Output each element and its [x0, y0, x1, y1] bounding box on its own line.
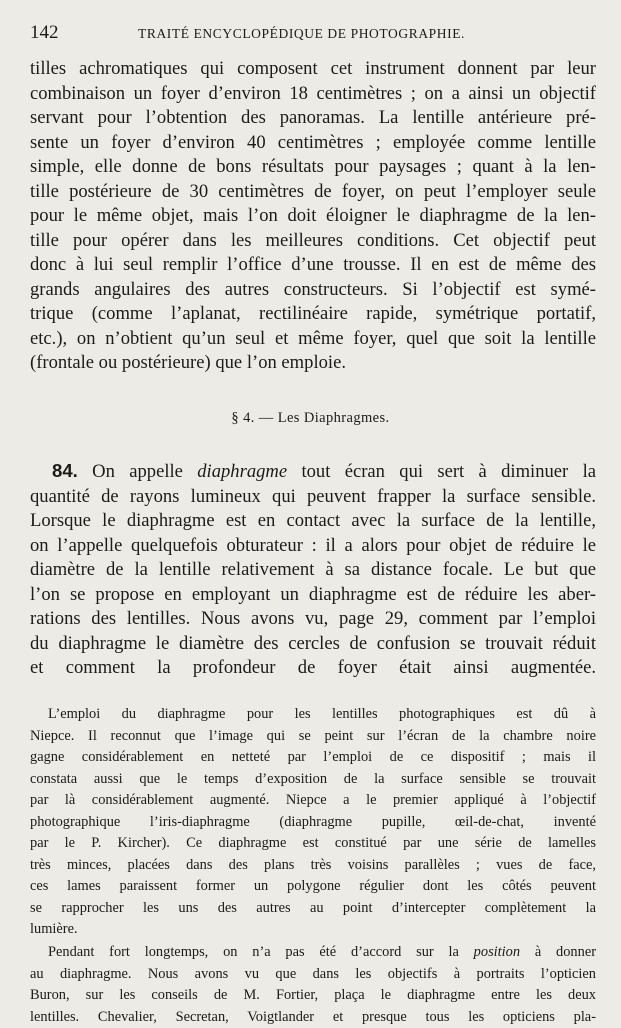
text-line: on l’appelle quelquefois obturateur : il a alors pour objet de réduire le [30, 534, 596, 559]
page-number: 142 [30, 22, 94, 44]
text-line: par le P. Kircher). Ce diaphragme est constitué par une série de lamelles [30, 833, 596, 855]
text-line: etc.), on n’obtient qu’un seul et même foyer, quel que soit la lentille [30, 327, 596, 352]
text-line: tille postérieure de 30 centimètres de foyer, on peut l’employer seule [30, 180, 596, 205]
text-line: (frontale ou postérieure) que l’on emploie. [30, 351, 596, 376]
section-heading: § 4. — Les Diaphragmes. [0, 410, 621, 427]
text-line: donc à lui seul remplir l’office d’une trousse. Il en est de même des [30, 253, 596, 278]
text-line: ces lames paraissent former un polygone régulier dont les côtés peuvent [30, 876, 596, 898]
text-line: Niepce. Il reconnut que l’image qui se peint sur l’écran de la chambre noire [30, 726, 596, 748]
text-line: au diaphragme. Nous avons vu que dans les objectifs à portraits l’opticien [30, 964, 596, 986]
text-line: grands angulaires des autres constructeurs. Si l’objectif est symé- [30, 278, 596, 303]
italic-term: diaphragme [197, 461, 287, 482]
page-header [30, 22, 595, 44]
text-line: constata aussi que le temps d’exposition de la surface sensible se trouvait [30, 769, 596, 791]
running-head: TRAITÉ ENCYCLOPÉDIQUE DE PHOTOGRAPHIE. [138, 26, 465, 42]
paragraph-first-line [30, 459, 596, 485]
text-fragment: Pendant fort longtemps, on n’a pas été d’accord sur la [48, 944, 474, 960]
paragraph-small-1 [30, 704, 596, 941]
text-line: pour le même objet, mais l’on doit éloigner le diaphragme de la len- [30, 204, 596, 229]
text-line: très minces, placées dans des plans très voisins parallèles ; vues de face, [30, 855, 596, 877]
text-line: quantité de rayons lumineux qui peuvent frapper la surface sensible. [30, 485, 596, 510]
paragraph-1 [30, 57, 596, 376]
text-line: tilles achromatiques qui composent cet instrument donnent par leur [30, 57, 596, 82]
text-line: trique (comme l’aplanat, rectilinéaire rapide, symétrique portatif, [30, 302, 596, 327]
text-line: lumière. [30, 919, 596, 941]
text-line: servant pour l’obtention des panoramas. La lentille antérieure pré- [30, 106, 596, 131]
text-line: lentilles. Chevalier, Secretan, Voigtlander et presque tous les opticiens pla- [30, 1007, 596, 1028]
text-fragment: à donner [520, 944, 596, 960]
text-line: tille pour opérer dans les meilleures conditions. Cet objectif peut [30, 229, 596, 254]
text-line: combinaison un foyer d’environ 18 centimètres ; on a ainsi un objectif [30, 82, 596, 107]
text-line: Lorsque le diaphragme est en contact avec la surface de la lentille, [30, 509, 596, 534]
text-line: Buron, sur les conseils de M. Fortier, plaça le diaphragme entre les deux [30, 985, 596, 1007]
text-line: sente un foyer d’environ 40 centimètres ; employée comme lentille [30, 131, 596, 156]
text-line: L’emploi du diaphragme pour les lentilles photographiques est dû à [30, 704, 596, 726]
text-line: simple, elle donne de bons résultats pour paysages ; quant à la len- [30, 155, 596, 180]
text-line: du diaphragme le diamètre des cercles de confusion se trouvait réduit [30, 632, 596, 657]
text-fragment: tout écran qui sert à diminuer la [287, 461, 596, 482]
paragraph-small-2 [30, 942, 596, 1028]
text-fragment: On appelle [78, 461, 197, 482]
text-line: par là considérablement augmenté. Niepce a le premier appliqué à l’objectif [30, 790, 596, 812]
text-line: rations des lentilles. Nous avons vu, page 29, comment par l’emploi [30, 607, 596, 632]
paragraph-84 [30, 459, 596, 681]
text-line: l’on se propose en employant un diaphragme est de réduire les aber- [30, 583, 596, 608]
text-line: diamètre de la lentille relativement à sa distance focale. Le but que [30, 558, 596, 583]
text-line: gagne considérablement en netteté par l’emploi de ce dispositif ; mais il [30, 747, 596, 769]
paragraph-number: 84. [52, 460, 78, 481]
text-line: et comment la profondeur de foyer était ainsi augmentée. [30, 656, 596, 681]
text-line: se rapprocher les uns des autres au point d’intercepter complètement la [30, 898, 596, 920]
paragraph-first-line [30, 942, 596, 964]
text-line: photographique l’iris-diaphragme (diaphragme pupille, œil-de-chat, inventé [30, 812, 596, 834]
italic-term: position [474, 944, 520, 960]
